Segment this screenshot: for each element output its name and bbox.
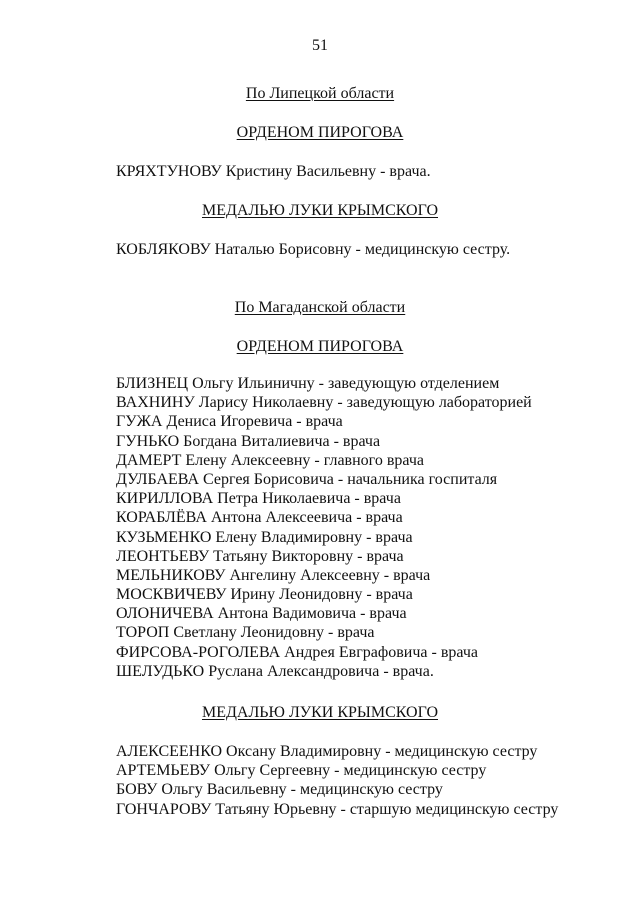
- list-item: КОБЛЯКОВУ Наталью Борисовну - медицинскую сестру.: [116, 241, 511, 258]
- list-item: ГОНЧАРОВУ Татьяну Юрьевну - старшую медицинскую сестру: [116, 800, 559, 818]
- list-item: ДУЛБАЕВА Сергея Борисовича - начальника госпиталя: [116, 470, 498, 488]
- list-item: МОСКВИЧЕВУ Ирину Леонидовну - врача: [116, 586, 413, 604]
- list-item: ШЕЛУДЬКО Руслана Александровича - врача.: [116, 662, 434, 680]
- list-item: КИРИЛЛОВА Петра Николаевича - врача: [116, 490, 401, 508]
- list-item: МЕЛЬНИКОВУ Ангелину Алексеевну - врача: [116, 566, 431, 584]
- list-item: ЛЕОНТЬЕВУ Татьяну Викторовну - врача: [116, 547, 404, 565]
- award-heading-luka-medal: МЕДАЛЬЮ ЛУКИ КРЫМСКОГО: [201, 704, 438, 721]
- region-heading-magadan: По Магаданской области: [234, 299, 406, 316]
- page-number: 51: [312, 37, 328, 54]
- list-item: ТОРОП Светлану Леонидовну - врача: [116, 624, 375, 642]
- list-item: ВАХНИНУ Ларису Николаевну - заведующую лабораторией: [116, 394, 532, 412]
- list-item: ФИРСОВА-РОГОЛЕВА Андрея Евграфовича - врача: [116, 643, 478, 661]
- awardee-list-pirogov: [116, 374, 532, 681]
- region-heading-lipetsk: По Липецкой области: [245, 85, 395, 102]
- award-heading-pirogov-order: ОРДЕНОМ ПИРОГОВА: [236, 124, 404, 141]
- list-item: БЛИЗНЕЦ Ольгу Ильиничну - заведующую отделением: [116, 375, 500, 392]
- award-heading-luka-medal: МЕДАЛЬЮ ЛУКИ КРЫМСКОГО: [201, 202, 438, 219]
- list-item: БОВУ Ольгу Васильевну - медицинскую сестру: [116, 781, 443, 799]
- list-item: АРТЕМЬЕВУ Ольгу Сергеевну - медицинскую сестру: [116, 762, 487, 780]
- list-item: КОРАБЛЁВА Антона Алексеевича - врача: [116, 509, 403, 527]
- list-item: КРЯХТУНОВУ Кристину Васильевну - врача.: [116, 163, 431, 180]
- list-item: ОЛОНИЧЕВА Антона Вадимовича - врача: [116, 605, 407, 623]
- awardee-list-luka: [116, 742, 558, 819]
- list-item: ГУЖА Дениса Игоревича - врача: [116, 413, 343, 431]
- award-heading-pirogov-order: ОРДЕНОМ ПИРОГОВА: [236, 338, 404, 355]
- list-item: КУЗЬМЕНКО Елену Владимировну - врача: [116, 528, 413, 546]
- list-item: ГУНЬКО Богдана Виталиевича - врача: [116, 432, 381, 450]
- list-item: ДАМЕРТ Елену Алексеевну - главного врача: [116, 451, 424, 469]
- list-item: АЛЕКСЕЕНКО Оксану Владимировну - медицинскую сестру: [116, 743, 538, 760]
